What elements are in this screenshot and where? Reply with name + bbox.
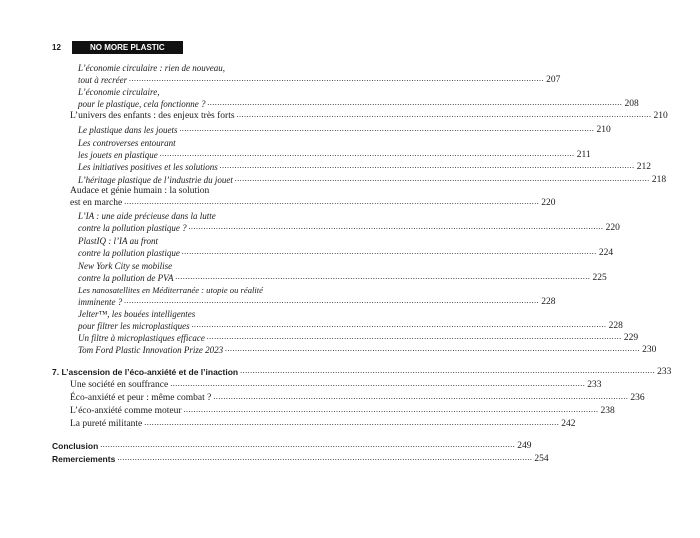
dot-leader [235, 173, 650, 185]
toc-entry-page: 228 [541, 297, 556, 307]
toc-entry [78, 308, 623, 332]
dot-leader [100, 439, 515, 451]
toc-entry-title-line: tout à recréer [78, 75, 128, 85]
toc-chapter-entry [52, 440, 532, 452]
toc-entry-title-line: contre la pollution plastique [78, 248, 180, 258]
toc-entry-page: 210 [653, 111, 668, 121]
toc-entry-page: 207 [546, 75, 561, 85]
dot-leader [192, 319, 607, 331]
toc-entry-page: 229 [623, 333, 639, 343]
toc-entry-page: 212 [636, 162, 651, 172]
toc-entry-title-line: Audace et génie humain : la solution [70, 186, 210, 196]
toc-entry [78, 86, 639, 110]
toc-entry-title-line: pour le plastique, cela fonctionne ? [78, 99, 206, 109]
dot-leader [124, 295, 539, 307]
toc-entry-page: 220 [541, 198, 556, 208]
dot-leader [124, 196, 539, 208]
toc-entry [78, 260, 607, 284]
dot-leader [117, 452, 532, 464]
dot-leader [184, 404, 599, 416]
toc-entry-title: Un filtre à microplastiques efficace [78, 333, 205, 343]
toc-entry-title-line: est en marche [70, 198, 123, 208]
dot-leader [160, 148, 575, 160]
dot-leader [220, 160, 635, 172]
toc-chapter-entry [52, 453, 549, 465]
toc-entry-title: L’éco-anxiété comme moteur [70, 406, 182, 416]
toc-entry [70, 110, 668, 122]
dot-leader [207, 331, 622, 343]
toc-entry [70, 405, 615, 417]
toc-entry-page: 254 [534, 454, 549, 464]
toc-entry [70, 379, 602, 391]
toc-entry [78, 161, 651, 173]
dot-leader [213, 391, 628, 403]
toc-entry-title: Une société en souffrance [70, 380, 169, 390]
toc-entry [78, 210, 620, 234]
dot-leader [182, 246, 597, 258]
toc-entry-title-line: contre la pollution de PVA [78, 273, 174, 283]
toc-entry-title-line: pour filtrer les microplastiques [78, 321, 190, 331]
toc-entry-title-line: L’économie circulaire : rien de nouveau, [78, 63, 225, 73]
toc-entry-page: 233 [657, 367, 672, 377]
toc-entry-title: L’héritage plastique de l’industrie du jouet [78, 175, 233, 185]
running-title: NO MORE PLASTIC [72, 41, 183, 54]
toc-entry-title-line: contre la pollution plastique ? [78, 223, 187, 233]
toc-entry-title-line: Les controverses entourant [78, 138, 176, 148]
dot-leader [175, 271, 590, 283]
toc-entry-page: 211 [576, 150, 591, 160]
toc-entry-page: 210 [596, 125, 611, 135]
toc-entry-page: 218 [651, 175, 667, 185]
toc-entry-title: Tom Ford Plastic Innovation Prize 2023 [78, 345, 224, 355]
toc-entry [78, 62, 561, 86]
toc-entry-page: 225 [592, 273, 607, 283]
toc-entry-title-line: Jelter™, les bouées intelligentes [78, 309, 196, 319]
toc-entry [78, 137, 591, 161]
dot-leader [180, 123, 595, 135]
toc-entry-page: 233 [587, 380, 602, 390]
dot-leader [144, 417, 559, 429]
dot-leader [237, 109, 652, 121]
toc-entry-page: 230 [642, 345, 657, 355]
toc-entry-page: 208 [624, 99, 639, 109]
toc-entry-page: 224 [598, 248, 614, 258]
toc-entry-title-line: PlastIQ : l’IA au front [78, 236, 158, 246]
toc-entry-page: 236 [630, 393, 645, 403]
toc-entry-title: L’univers des enfants : des enjeux très forts [70, 111, 235, 121]
running-header [52, 41, 183, 53]
dot-leader [129, 73, 544, 85]
dot-leader [207, 97, 622, 109]
page-number: 12 [52, 42, 61, 52]
dot-leader [170, 378, 585, 390]
toc-entry [78, 344, 657, 356]
toc-chapter-title: 7. L’ascension de l’éco-anxiété et de l’inaction [52, 367, 239, 377]
toc-entry-title-line: L’économie circulaire, [78, 87, 160, 97]
toc-entry [70, 185, 556, 209]
toc-entry-page: 249 [517, 441, 532, 451]
toc-entry-title-line: les jouets en plastique [78, 150, 158, 160]
toc-entry [78, 235, 614, 259]
toc-chapter-entry [52, 366, 672, 378]
toc-entry [78, 284, 556, 308]
toc-entry [70, 418, 576, 430]
toc-entry-title-line: New York City se mobilise [78, 261, 173, 271]
toc-entry [70, 392, 645, 404]
toc-entry-page: 220 [605, 223, 620, 233]
toc-entry-page: 228 [608, 321, 623, 331]
toc-entry-title: Les initiatives positives et les solutions [78, 162, 218, 172]
dot-leader [189, 221, 604, 233]
dot-leader [240, 365, 655, 377]
toc-entry-title: Éco-anxiété et peur : même combat ? [70, 393, 212, 403]
toc-chapter-title: Remerciements [52, 454, 116, 464]
toc-entry-page: 242 [561, 419, 576, 429]
toc-chapter-title: Conclusion [52, 441, 99, 451]
toc-entry-title-line: Les nanosatellites en Méditerranée : utopie ou réalité [78, 285, 263, 295]
toc-entry-title-line: L’IA : une aide précieuse dans la lutte [78, 211, 216, 221]
toc-entry-page: 238 [600, 406, 615, 416]
dot-leader [225, 343, 640, 355]
toc-entry-title: La pureté militante [70, 419, 143, 429]
toc-entry-title-line: imminente ? [78, 297, 123, 307]
toc-entry-title: Le plastique dans les jouets [78, 125, 178, 135]
toc-entry [78, 124, 611, 136]
